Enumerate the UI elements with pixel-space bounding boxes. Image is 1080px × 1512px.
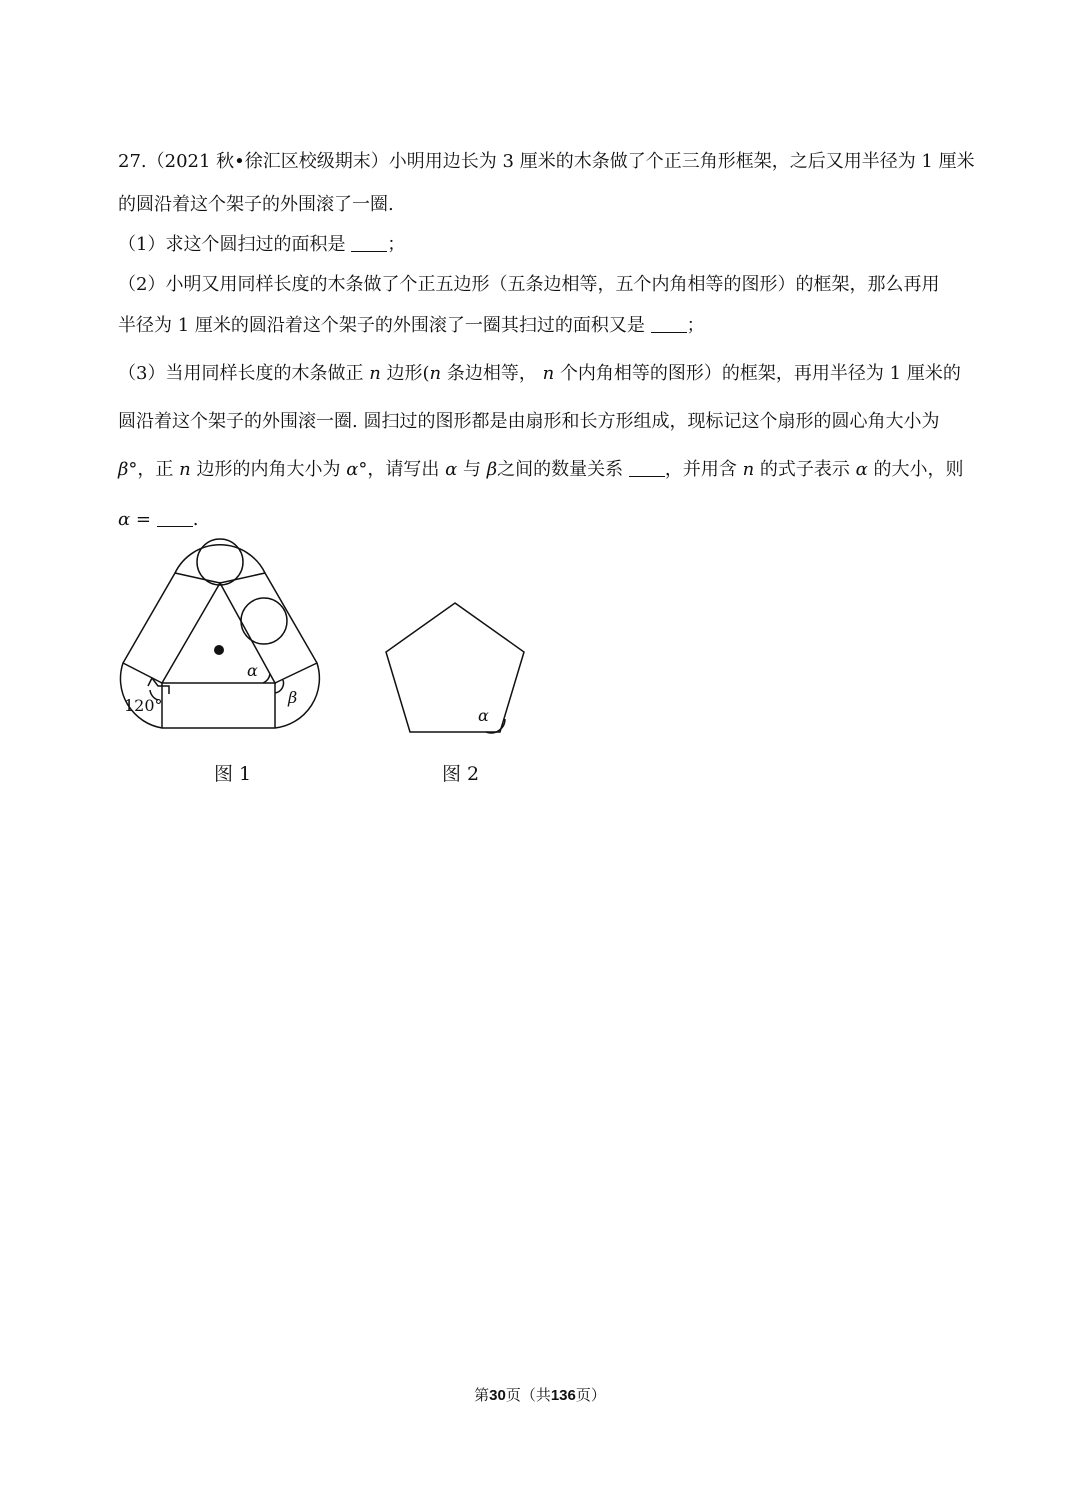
question-3-line-1 [118,362,968,386]
fig1-left-band-edge-top [175,573,220,583]
q3-a1: （3）当用同样长度的木条做正 [118,363,364,384]
question-2-line-1 [118,273,968,297]
fig1-angle-120-label: 120° [124,696,163,715]
q3-c2: 边形的内角大小为 [196,459,341,480]
fig1-alpha-arc [263,674,270,683]
q2-end: ； [686,315,705,336]
q1-answer-blank[interactable] [351,233,387,252]
q3-c8: 的大小，则 [873,459,964,480]
q3-c-alpha: α° [346,459,368,480]
q3-a3: 条边相等， [446,363,537,384]
q3-a-n2: n [429,363,442,384]
q3-a4: 个内角相等的图形）的框架，再用半径为 1 厘米的 [559,363,961,384]
page-footer [0,1385,1080,1406]
fig1-rolling-circle-top [197,539,243,585]
q3-c1: ，正 [137,459,174,480]
q3-a-n1: n [369,363,381,384]
q3-a2: 边形( [386,363,430,384]
problem-stem-1a: 小明用边长为 3 厘米的木条做了个正三角形框架，之后又用半径为 1 厘米 [388,151,975,172]
problem-stem-line-2 [118,193,968,217]
q3-relation-blank[interactable] [629,458,665,477]
q3-c4: 与 [462,459,481,480]
q3-d-end: . [192,509,199,530]
q3-c7: 的式子表示 [759,459,850,480]
q3-c-n: n [179,459,191,480]
figure-1-diagram [110,530,335,740]
q3-a-n3: n [542,363,555,384]
fig1-left-band-edge-bottom [123,663,162,683]
fig1-right-band-edge-bottom [275,663,317,683]
q2-answer-blank[interactable] [651,314,687,333]
question-1 [118,233,968,257]
figure-1-caption: 图 1 [214,763,252,785]
problem-source: （2021 秋•徐汇区校级期末） [146,151,389,172]
q3-c3: ，请写出 [367,459,440,480]
q3-c5: 之间的数量关系 [497,459,624,480]
q3-c-n2: n [742,459,755,480]
question-3-line-4 [118,508,968,532]
figure-2-caption: 图 2 [442,763,480,785]
problem-stem-line-1 [118,150,975,174]
fig1-triangle [162,583,275,683]
fig1-beta-label: β [288,688,298,707]
problem-stem-1b: 的圆沿着这个架子的外围滚了一圈. [118,194,394,215]
footer-suffix: 页） [575,1386,606,1404]
q1-end: ； [387,234,406,255]
fig1-right-band-edge-top [220,573,265,583]
q3-c6: ，并用含 [664,459,737,480]
question-3-line-2 [118,410,968,434]
q3-alpha-blank[interactable] [157,508,193,527]
q3-c-alpha3: α [855,459,868,480]
question-2-line-2 [118,314,968,338]
question-3-line-3 [118,458,968,482]
q3-c-beta: β° [118,459,138,480]
q3-c-alpha2: α [445,459,458,480]
q2-text-b: 半径为 1 厘米的圆沿着这个架子的外围滚了一圈其扫过的面积又是 [118,315,645,336]
fig2-alpha-label: α [478,706,489,725]
footer-total-pages: 136 [550,1387,576,1404]
fig1-bottom-rectangle [162,683,275,728]
q2-text-a: （2）小明又用同样长度的木条做了个正五边形（五条边相等，五个内角相等的图形）的框架，那么再用 [118,274,940,295]
fig1-alpha-label: α [247,661,258,680]
fig1-center-dot [214,645,224,655]
q3-b: 圆沿着这个架子的外围滚一圈. 圆扫过的图形都是由扇形和长方形组成，现标记这个扇形的圆心角大小为 [118,411,940,432]
q3-d-alpha: α [118,509,131,530]
footer-mid: 页（共 [505,1386,551,1404]
fig1-rolling-circle-side [241,598,287,644]
figure-2-diagram [380,595,530,740]
q3-d-eq: = [130,509,157,530]
fig2-pentagon [386,603,524,732]
q3-c-beta2: β [486,459,498,480]
q1-text: （1）求这个圆扫过的面积是 [118,234,346,255]
footer-prefix: 第 [474,1386,490,1404]
problem-number: 27. [118,151,147,172]
footer-page-number: 30 [489,1387,506,1404]
